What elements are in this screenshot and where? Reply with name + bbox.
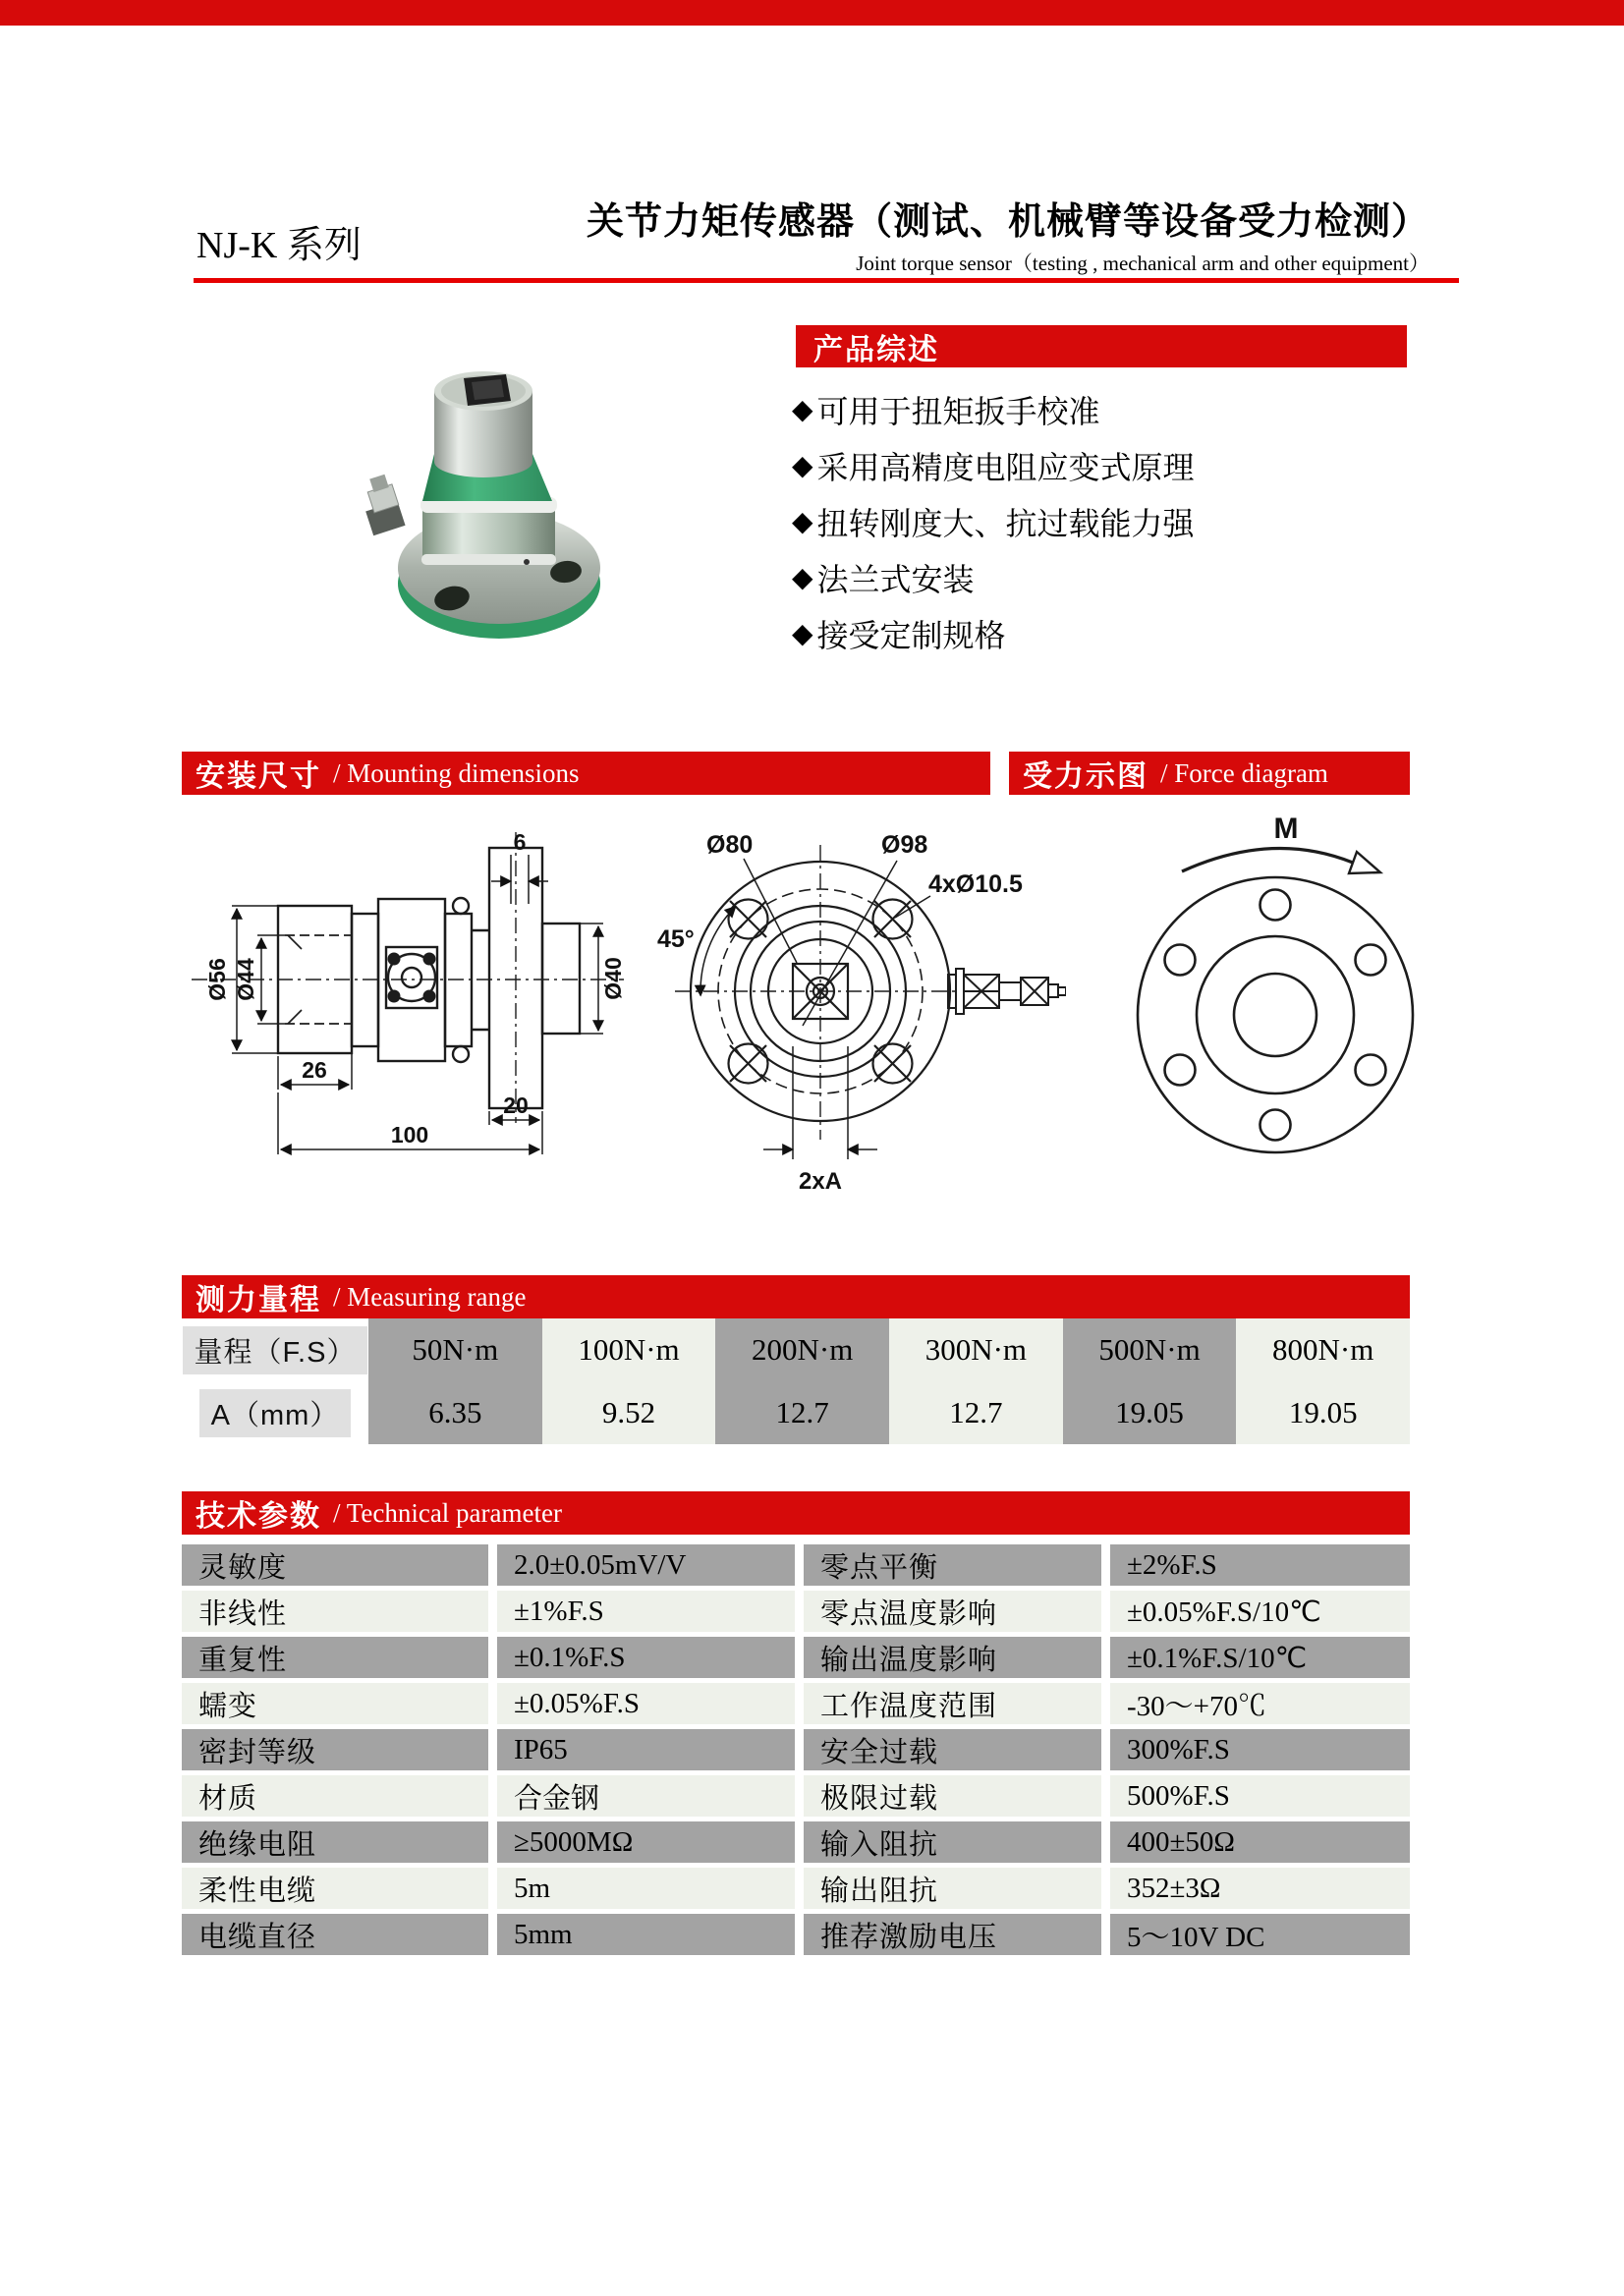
- range-column: [368, 1318, 542, 1444]
- table-row: [182, 1637, 1410, 1678]
- product-photo: [324, 316, 717, 645]
- table-row: [182, 1729, 1410, 1770]
- cable-connector: [357, 473, 406, 535]
- dimension-label: 45°: [657, 925, 695, 953]
- measuring-range-table: [182, 1318, 1410, 1444]
- tech-label: 蠕变: [182, 1683, 488, 1724]
- section-title-en: / Mounting dimensions: [333, 757, 580, 788]
- overview-header: 产品综述: [796, 325, 1407, 367]
- tech-label: 极限过载: [804, 1775, 1101, 1817]
- bullet-text: 法兰式安装: [816, 561, 975, 597]
- list-item: [792, 437, 1195, 493]
- tech-value: -30～+70℃: [1110, 1683, 1410, 1724]
- section-title-en: / Force diagram: [1160, 757, 1328, 788]
- tech-value: ±2%F.S: [1110, 1544, 1410, 1586]
- list-item: [792, 605, 1195, 661]
- tech-value: 5mm: [497, 1914, 795, 1955]
- tech-label: 柔性电缆: [182, 1868, 488, 1909]
- diamond-bullet-icon: ◆: [792, 393, 813, 425]
- section-title-zh: 受力示图: [1023, 760, 1148, 793]
- section-title-en: / Measuring range: [333, 1281, 527, 1312]
- tech-value: 400±50Ω: [1110, 1821, 1410, 1863]
- a-value: 19.05: [1288, 1395, 1358, 1429]
- dimension-label: Ø56: [204, 958, 230, 1001]
- range-value: 200N·m: [752, 1332, 854, 1367]
- tech-label: 灵敏度: [182, 1544, 488, 1586]
- section-bar-force: [1009, 752, 1410, 795]
- range-value: 300N·m: [924, 1332, 1028, 1367]
- table-row-label: [182, 1318, 368, 1381]
- mounting-front-view-drawing: [634, 798, 1066, 1203]
- moment-label: M: [1273, 812, 1299, 845]
- tech-value: 5～10V DC: [1110, 1914, 1410, 1955]
- table-row: [182, 1683, 1410, 1724]
- page-title: 关节力矩传感器（测试、机械臂等设备受力检测）: [586, 201, 1429, 243]
- tech-label: 工作温度范围: [804, 1683, 1101, 1724]
- a-value: 12.7: [775, 1395, 829, 1429]
- overview-list: [792, 381, 1195, 661]
- a-value: 19.05: [1115, 1395, 1184, 1429]
- section-bar-technical: [182, 1491, 1410, 1535]
- table-row: [182, 1914, 1410, 1955]
- table-row: [182, 1544, 1410, 1586]
- range-value: 50N·m: [412, 1332, 499, 1367]
- tech-label: 材质: [182, 1775, 488, 1817]
- tech-value: ±1%F.S: [497, 1591, 795, 1632]
- section-title-zh: 测力量程: [196, 1284, 321, 1316]
- section-bar-mounting: [182, 752, 990, 795]
- table-row: [182, 1868, 1410, 1909]
- bullet-text: 采用高精度电阻应变式原理: [816, 449, 1195, 485]
- table-row: [182, 1591, 1410, 1632]
- dimension-label: Ø44: [233, 958, 258, 1001]
- bullet-text: 可用于扭矩扳手校准: [816, 393, 1100, 429]
- tech-label: 输出温度影响: [804, 1637, 1101, 1678]
- dimension-label: 20: [503, 1092, 529, 1118]
- tech-value: 5m: [497, 1868, 795, 1909]
- section-title-zh: 安装尺寸: [196, 760, 321, 793]
- tech-value: ±0.1%F.S: [497, 1637, 795, 1678]
- a-value: 9.52: [601, 1395, 656, 1429]
- range-label-column: [182, 1318, 368, 1444]
- top-accent-bar: [0, 0, 1624, 26]
- diamond-bullet-icon: ◆: [792, 505, 813, 537]
- range-value: 100N·m: [578, 1332, 680, 1367]
- dimension-label: 26: [302, 1057, 327, 1083]
- page-subtitle: Joint torque sensor（testing , mechanical arm and other equipment）: [856, 252, 1429, 275]
- range-value: 500N·m: [1098, 1332, 1201, 1367]
- dimension-label: 4xØ10.5: [928, 870, 1023, 898]
- list-item: [792, 493, 1195, 549]
- a-value: 6.35: [428, 1395, 482, 1429]
- dimension-label: 100: [390, 1122, 429, 1148]
- range-column: [1063, 1318, 1237, 1444]
- table-row: [182, 1775, 1410, 1817]
- tech-value: ±0.05%F.S: [497, 1683, 795, 1724]
- range-column: [715, 1318, 889, 1444]
- diamond-bullet-icon: ◆: [792, 617, 813, 649]
- list-item: [792, 549, 1195, 605]
- dimension-label: Ø80: [706, 831, 754, 859]
- table-row-label: [182, 1381, 368, 1444]
- tech-label: 绝缘电阻: [182, 1821, 488, 1863]
- tech-label: 电缆直径: [182, 1914, 488, 1955]
- diamond-bullet-icon: ◆: [792, 449, 813, 481]
- tech-label: 零点温度影响: [804, 1591, 1101, 1632]
- series-name: NJ-K 系列: [196, 225, 362, 266]
- diamond-bullet-icon: ◆: [792, 561, 813, 593]
- tech-value: 合金钢: [497, 1775, 795, 1817]
- dimension-label: Ø98: [881, 831, 928, 859]
- tech-label: 重复性: [182, 1637, 488, 1678]
- tech-label: 推荐激励电压: [804, 1914, 1101, 1955]
- bullet-text: 接受定制规格: [816, 617, 1006, 653]
- tech-label: 非线性: [182, 1591, 488, 1632]
- dimension-label: Ø40: [600, 957, 626, 1000]
- force-diagram-drawing: [1086, 801, 1479, 1194]
- range-column: [889, 1318, 1063, 1444]
- tech-value: ≥5000MΩ: [497, 1821, 795, 1863]
- tech-label: 零点平衡: [804, 1544, 1101, 1586]
- bullet-text: 扭转刚度大、抗过载能力强: [816, 505, 1195, 541]
- tech-value: 2.0±0.05mV/V: [497, 1544, 795, 1586]
- tech-label: 输入阻抗: [804, 1821, 1101, 1863]
- mounting-side-view-drawing: [177, 811, 639, 1204]
- range-column: [542, 1318, 716, 1444]
- range-column: [1236, 1318, 1410, 1444]
- range-row2-label: A（mm）: [199, 1389, 352, 1437]
- tech-label: 输出阻抗: [804, 1868, 1101, 1909]
- section-title-zh: 技术参数: [196, 1500, 321, 1533]
- tech-value: 500%F.S: [1110, 1775, 1410, 1817]
- tech-value: ±0.1%F.S/10℃: [1110, 1637, 1410, 1678]
- header-rule: [194, 278, 1459, 283]
- section-title-en: / Technical parameter: [333, 1497, 562, 1528]
- tech-value: IP65: [497, 1729, 795, 1770]
- range-row1-label: 量程（F.S）: [183, 1326, 368, 1374]
- dimension-label: 6: [513, 829, 527, 855]
- dimension-label: 2xA: [798, 1168, 843, 1195]
- range-value: 800N·m: [1272, 1332, 1374, 1367]
- tech-value: 300%F.S: [1110, 1729, 1410, 1770]
- list-item: [792, 381, 1195, 437]
- table-row: [182, 1821, 1410, 1863]
- a-value: 12.7: [949, 1395, 1003, 1429]
- tech-label: 密封等级: [182, 1729, 488, 1770]
- tech-value: 352±3Ω: [1110, 1868, 1410, 1909]
- section-bar-range: [182, 1275, 1410, 1318]
- tech-label: 安全过载: [804, 1729, 1101, 1770]
- tech-table: [182, 1544, 1410, 1960]
- tech-value: ±0.05%F.S/10℃: [1110, 1591, 1410, 1632]
